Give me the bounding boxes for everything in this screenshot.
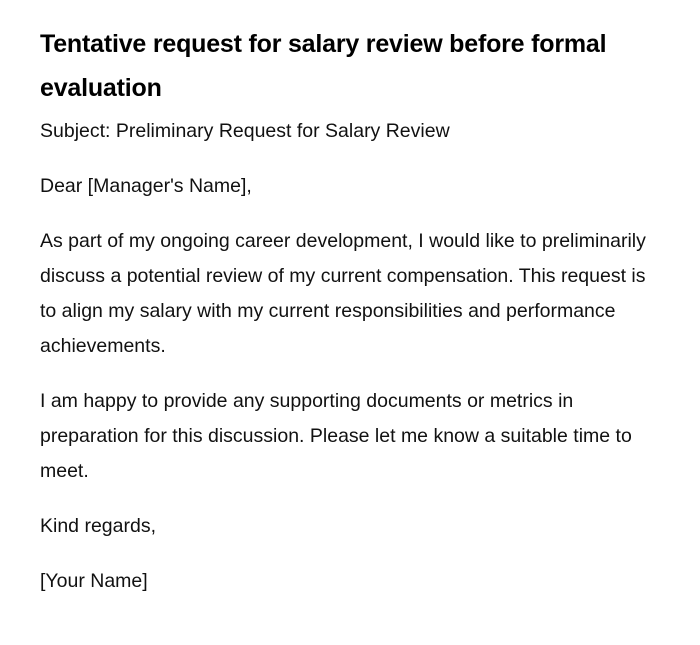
signature: [Your Name] bbox=[40, 570, 148, 592]
closing: Kind regards, bbox=[40, 515, 156, 537]
subject-line: Subject: Preliminary Request for Salary Review bbox=[40, 120, 450, 142]
body-paragraph-2: I am happy to provide any supporting documents or metrics in preparation for this discussion. Please let me know a suitable time to meet. bbox=[40, 390, 632, 482]
document-title: Tentative request for salary review before formal evaluation bbox=[40, 30, 607, 102]
body-paragraph-1: As part of my ongoing career development, I would like to preliminarily discuss a potential review of my current compensation. This request is to align my salary with my current responsibilities and performance achievements. bbox=[40, 230, 646, 357]
greeting: Dear [Manager's Name], bbox=[40, 175, 252, 197]
